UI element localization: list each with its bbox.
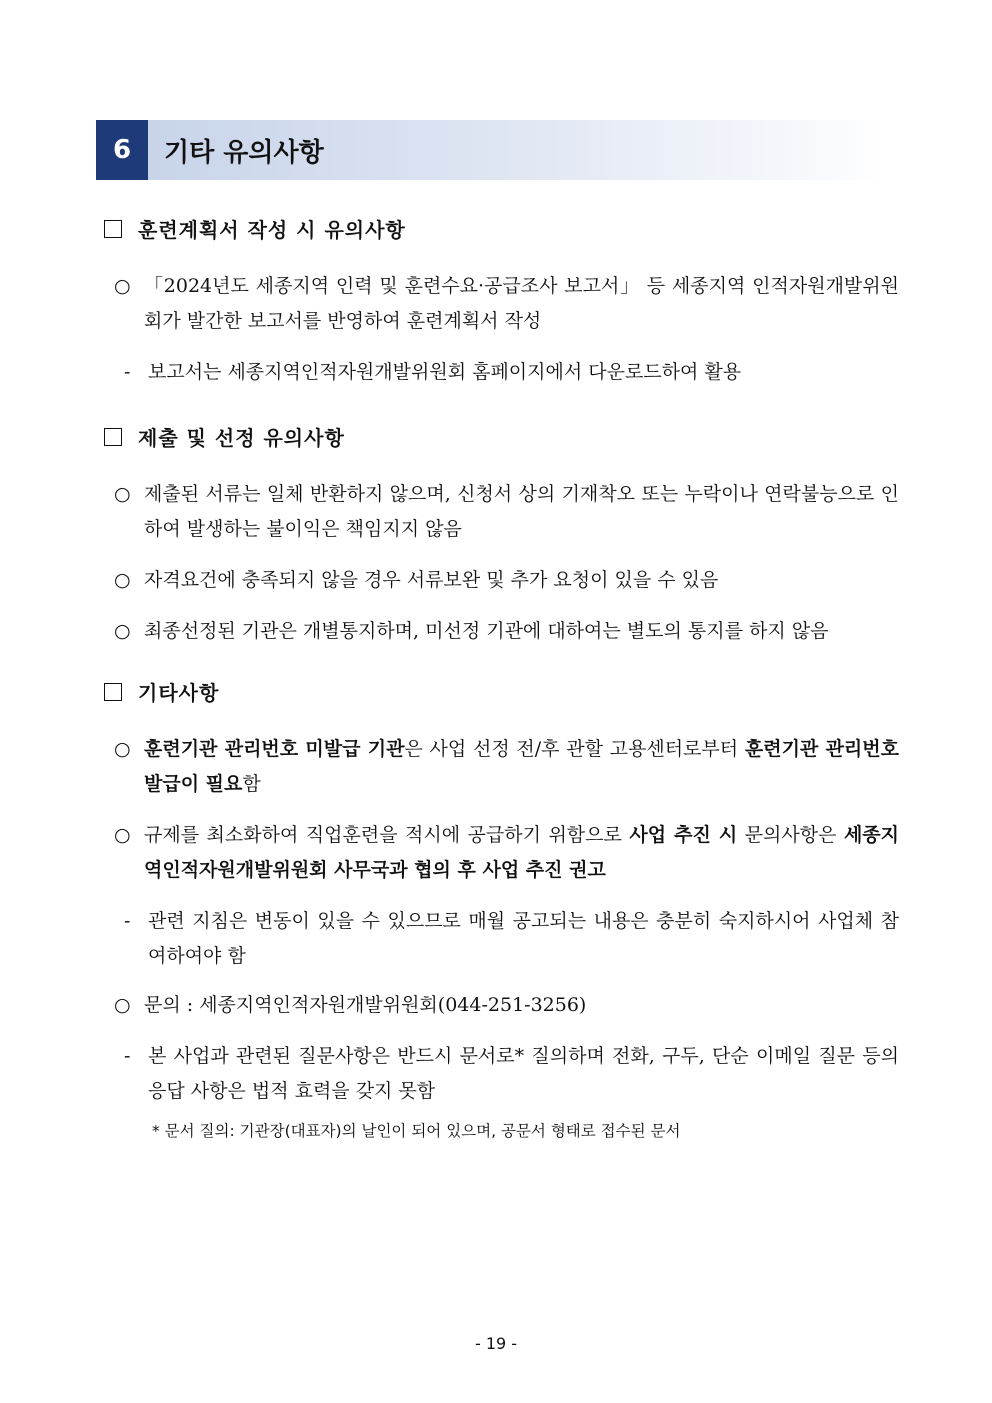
circle-bullet-icon: ○ xyxy=(114,994,131,1016)
document-content xyxy=(104,214,899,1143)
section-header xyxy=(96,120,886,180)
plain-text: 문의사항은 xyxy=(737,824,844,846)
checkbox-icon xyxy=(104,220,122,238)
list-subitem xyxy=(104,1039,899,1109)
heading-other-label: 기타사항 xyxy=(138,681,220,705)
list-item-text: 「2024년도 세종지역 인력 및 훈련수요·공급조사 보고서」 등 세종지역 인적자원개발위원회가 발간한 보고서를 반영하여 훈련계획서 작성 xyxy=(144,275,899,332)
heading-other xyxy=(104,677,899,706)
list-subitem-text: 본 사업과 관련된 질문사항은 반드시 문서로* 질의하며 전화, 구두, 단순 이메일 질문 등의 응답 사항은 법적 효력을 갖지 못함 xyxy=(148,1045,899,1102)
circle-bullet-icon: ○ xyxy=(114,620,131,642)
dash-bullet-icon: - xyxy=(124,1045,131,1067)
list-item-text xyxy=(144,732,899,802)
page-number: - 19 - xyxy=(474,1334,518,1353)
heading-submit xyxy=(104,422,899,451)
circle-bullet-icon: ○ xyxy=(114,824,131,846)
list-item xyxy=(104,732,899,802)
list-item xyxy=(104,269,899,339)
list-item xyxy=(104,614,899,649)
heading-plan-label: 훈련계획서 작성 시 유의사항 xyxy=(138,218,406,242)
list-subitem-text: 관련 지침은 변동이 있을 수 있으므로 매월 공고되는 내용은 충분히 숙지하시어 사업체 참여하여야 함 xyxy=(148,910,899,967)
circle-bullet-icon: ○ xyxy=(114,738,131,760)
footnote: * 문서 질의: 기관장(대표자)의 날인이 되어 있으며, 공문서 형태로 접수된 문서 xyxy=(152,1122,681,1140)
plain-text: 함 xyxy=(242,773,261,795)
list-item xyxy=(104,818,899,888)
list-item xyxy=(104,988,899,1023)
section-title-bar xyxy=(148,120,886,180)
dash-bullet-icon: - xyxy=(124,361,131,383)
section-number: 6 xyxy=(96,120,148,180)
emphasis-text: 사업 추진 시 xyxy=(629,824,738,846)
heading-submit-label: 제출 및 선정 유의사항 xyxy=(138,426,345,450)
emphasis-text: 세종지역인적자원개발위원회 사무국과 협의 후 사업 추진 권고 xyxy=(144,824,899,881)
emphasis-text: 훈련기관 관리번호 미발급 기관 xyxy=(144,738,405,760)
contact-text: 문의 : 세종지역인적자원개발위원회(044-251-3256) xyxy=(144,994,587,1016)
list-item-text: 제출된 서류는 일체 반환하지 않으며, 신청서 상의 기재착오 또는 누락이나 연락불능으로 인하여 발생하는 불이익은 책임지지 않음 xyxy=(144,483,899,540)
plain-text: 규제를 최소화하여 직업훈련을 적시에 공급하기 위함으로 xyxy=(144,824,630,846)
checkbox-icon xyxy=(104,428,122,446)
heading-plan xyxy=(104,214,899,243)
section-title: 기타 유의사항 xyxy=(164,137,324,168)
checkbox-icon xyxy=(104,683,122,701)
list-subitem xyxy=(104,355,899,390)
emphasis-text: 훈련기관 관리번호 발급이 필요 xyxy=(144,738,899,795)
list-item xyxy=(104,477,899,547)
list-subitem-text: 보고서는 세종지역인적자원개발위원회 홈페이지에서 다운로드하여 활용 xyxy=(148,361,742,383)
circle-bullet-icon: ○ xyxy=(114,569,131,591)
list-item-text: 최종선정된 기관은 개별통지하며, 미선정 기관에 대하여는 별도의 통지를 하지 않음 xyxy=(144,620,829,642)
list-item-text: 자격요건에 충족되지 않을 경우 서류보완 및 추가 요청이 있을 수 있음 xyxy=(144,569,719,591)
circle-bullet-icon: ○ xyxy=(114,483,131,505)
list-item xyxy=(104,563,899,598)
circle-bullet-icon: ○ xyxy=(114,275,131,297)
dash-bullet-icon: - xyxy=(124,910,131,932)
list-item-text xyxy=(144,818,899,888)
plain-text: 은 사업 선정 전/후 관할 고용센터로부터 xyxy=(404,738,745,760)
list-subitem xyxy=(104,904,899,974)
